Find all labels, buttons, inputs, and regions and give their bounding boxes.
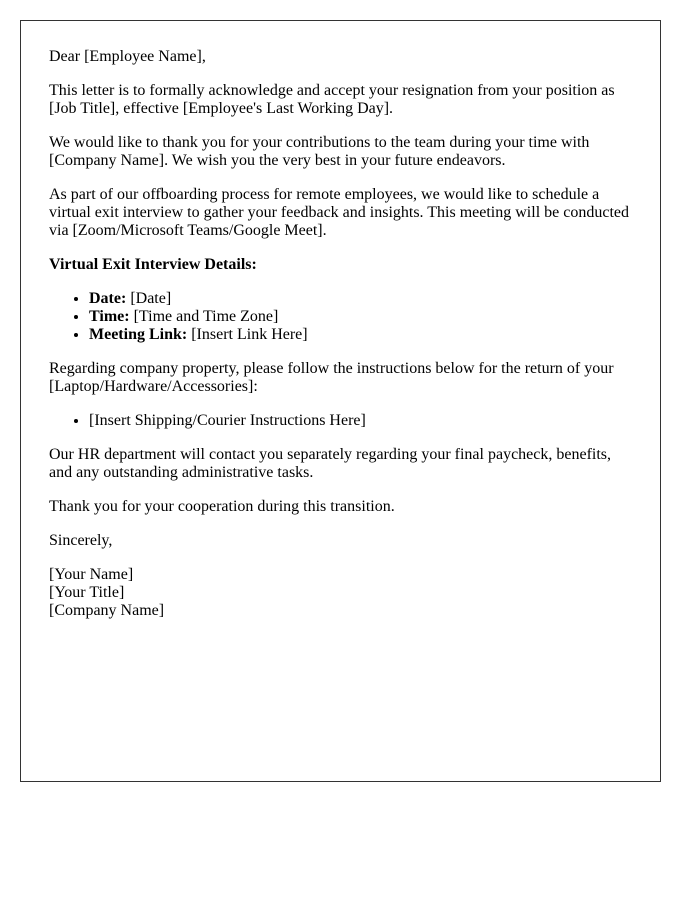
detail-label: Meeting Link: bbox=[89, 326, 188, 343]
signoff: Sincerely, bbox=[49, 532, 113, 549]
letter bbox=[20, 20, 661, 782]
detail-value: [Insert Link Here] bbox=[187, 326, 308, 343]
detail-meeting-link bbox=[89, 326, 632, 344]
paragraph-hr: Our HR department will contact you separately regarding your final paycheck, benefits, and any outstanding administrative tasks. bbox=[49, 446, 612, 481]
signature-name: [Your Name] bbox=[49, 566, 134, 583]
details-list bbox=[49, 290, 632, 344]
paragraph-closing-thanks: Thank you for your cooperation during this transition. bbox=[49, 498, 395, 515]
details-heading bbox=[49, 256, 632, 274]
detail-time bbox=[89, 308, 632, 326]
details-heading-text: Virtual Exit Interview Details: bbox=[49, 256, 257, 273]
paragraph-interview: As part of our offboarding process for remote employees, we would like to schedule a virtual exit interview to gather your feedback and insights. This meeting will be conducted via [Zoom/Microsoft Teams/Google Meet]. bbox=[49, 186, 629, 239]
signature-title: [Your Title] bbox=[49, 584, 125, 601]
signature-company: [Company Name] bbox=[49, 602, 165, 619]
paragraph-property: Regarding company property, please follow the instructions below for the return of your [Laptop/Hardware/Accessories]: bbox=[49, 360, 614, 395]
detail-value: [Time and Time Zone] bbox=[129, 308, 279, 325]
shipping-list bbox=[49, 412, 632, 430]
salutation: Dear [Employee Name], bbox=[49, 48, 206, 65]
detail-label: Date: bbox=[89, 290, 127, 307]
signature bbox=[49, 566, 632, 620]
detail-date bbox=[89, 290, 632, 308]
paragraph-thanks: We would like to thank you for your contributions to the team during your time with [Company Name]. We wish you the very best in your future endeavors. bbox=[49, 134, 590, 169]
shipping-item: • [Insert Shipping/Courier Instructions Here] bbox=[89, 412, 632, 430]
detail-value: [Date] bbox=[126, 290, 172, 307]
paragraph-acknowledge: This letter is to formally acknowledge and accept your resignation from your position as [Job Title], effective [Employee's Last Working Day]. bbox=[49, 82, 615, 117]
detail-label: Time: bbox=[89, 308, 130, 325]
